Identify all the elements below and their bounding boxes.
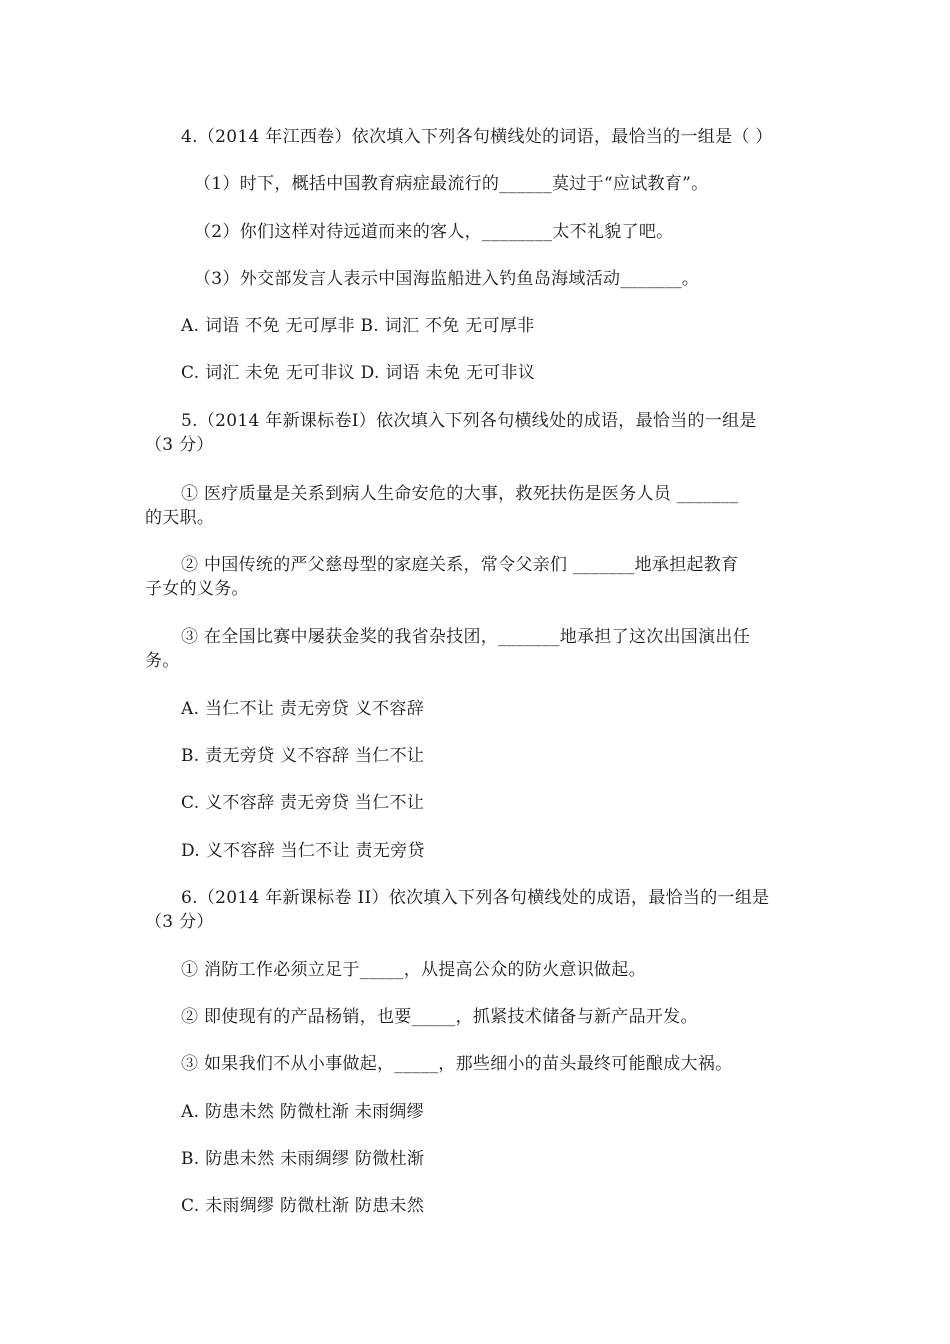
q5-option-b: B. 责无旁贷 义不容辞 当仁不让 (181, 746, 425, 766)
q6-item-2: ② 即使现有的产品杨销，也要_____，抓紧技术储备与新产品开发。 (181, 1007, 698, 1027)
q6-option-b: B. 防患未然 未雨绸缪 防微杜渐 (181, 1149, 425, 1169)
q5-stem: 5.（2014 年新课标卷Ⅰ）依次填入下列各句横线处的成语，最恰当的一组是 (181, 411, 757, 431)
q4-option-ab: A. 词语 不免 无可厚非 B. 词汇 不免 无可厚非 (181, 316, 535, 336)
q5-option-a: A. 当仁不让 责无旁贷 义不容辞 (181, 699, 424, 719)
q6-item-1: ① 消防工作必须立足于_____，从提高公众的防火意识做起。 (181, 960, 646, 980)
q5-item-3-cont: 务。 (145, 651, 180, 671)
q4-item-2: （2）你们这样对待远道而来的客人，________太不礼貌了吧。 (194, 222, 674, 242)
q5-item-3: ③ 在全国比赛中屡获金奖的我省杂技团，_______地承担了这次出国演出任 (181, 627, 751, 647)
q4-item-1: （1）时下，概括中国教育病症最流行的______莫过于“应试教育”。 (194, 174, 709, 194)
q4-stem: 4.（2014 年江西卷）依次填入下列各句横线处的词语，最恰当的一组是（ ） (181, 127, 773, 147)
q6-option-a: A. 防患未然 防微杜渐 未雨绸缪 (181, 1102, 424, 1122)
q6-stem-score: （3 分） (145, 912, 214, 932)
q4-option-cd: C. 词汇 未免 无可非议 D. 词语 未免 无可非议 (181, 363, 536, 383)
q4-item-3: （3）外交部发言人表示中国海监船进入钓鱼岛海域活动_______。 (194, 269, 700, 289)
q6-stem: 6.（2014 年新课标卷 II）依次填入下列各句横线处的成语，最恰当的一组是 (181, 888, 770, 908)
q5-option-d: D. 义不容辞 当仁不让 责无旁贷 (181, 841, 425, 861)
q5-item-2: ② 中国传统的严父慈母型的家庭关系，常令父亲们 _______地承担起教育 (181, 555, 739, 575)
q6-option-c: C. 未雨绸缪 防微杜渐 防患未然 (181, 1196, 425, 1216)
q5-item-2-cont: 子女的义务。 (145, 579, 249, 599)
q5-item-1-cont: 的天职。 (145, 508, 215, 528)
q5-option-c: C. 义不容辞 责无旁贷 当仁不让 (181, 793, 425, 813)
q6-item-3: ③ 如果我们不从小事做起，_____，那些细小的苗头最终可能酿成大祸。 (181, 1054, 733, 1074)
q5-stem-score: （3 分） (145, 435, 214, 455)
q5-item-1: ① 医疗质量是关系到病人生命安危的大事，救死扶伤是医务人员 _______ (181, 484, 739, 504)
